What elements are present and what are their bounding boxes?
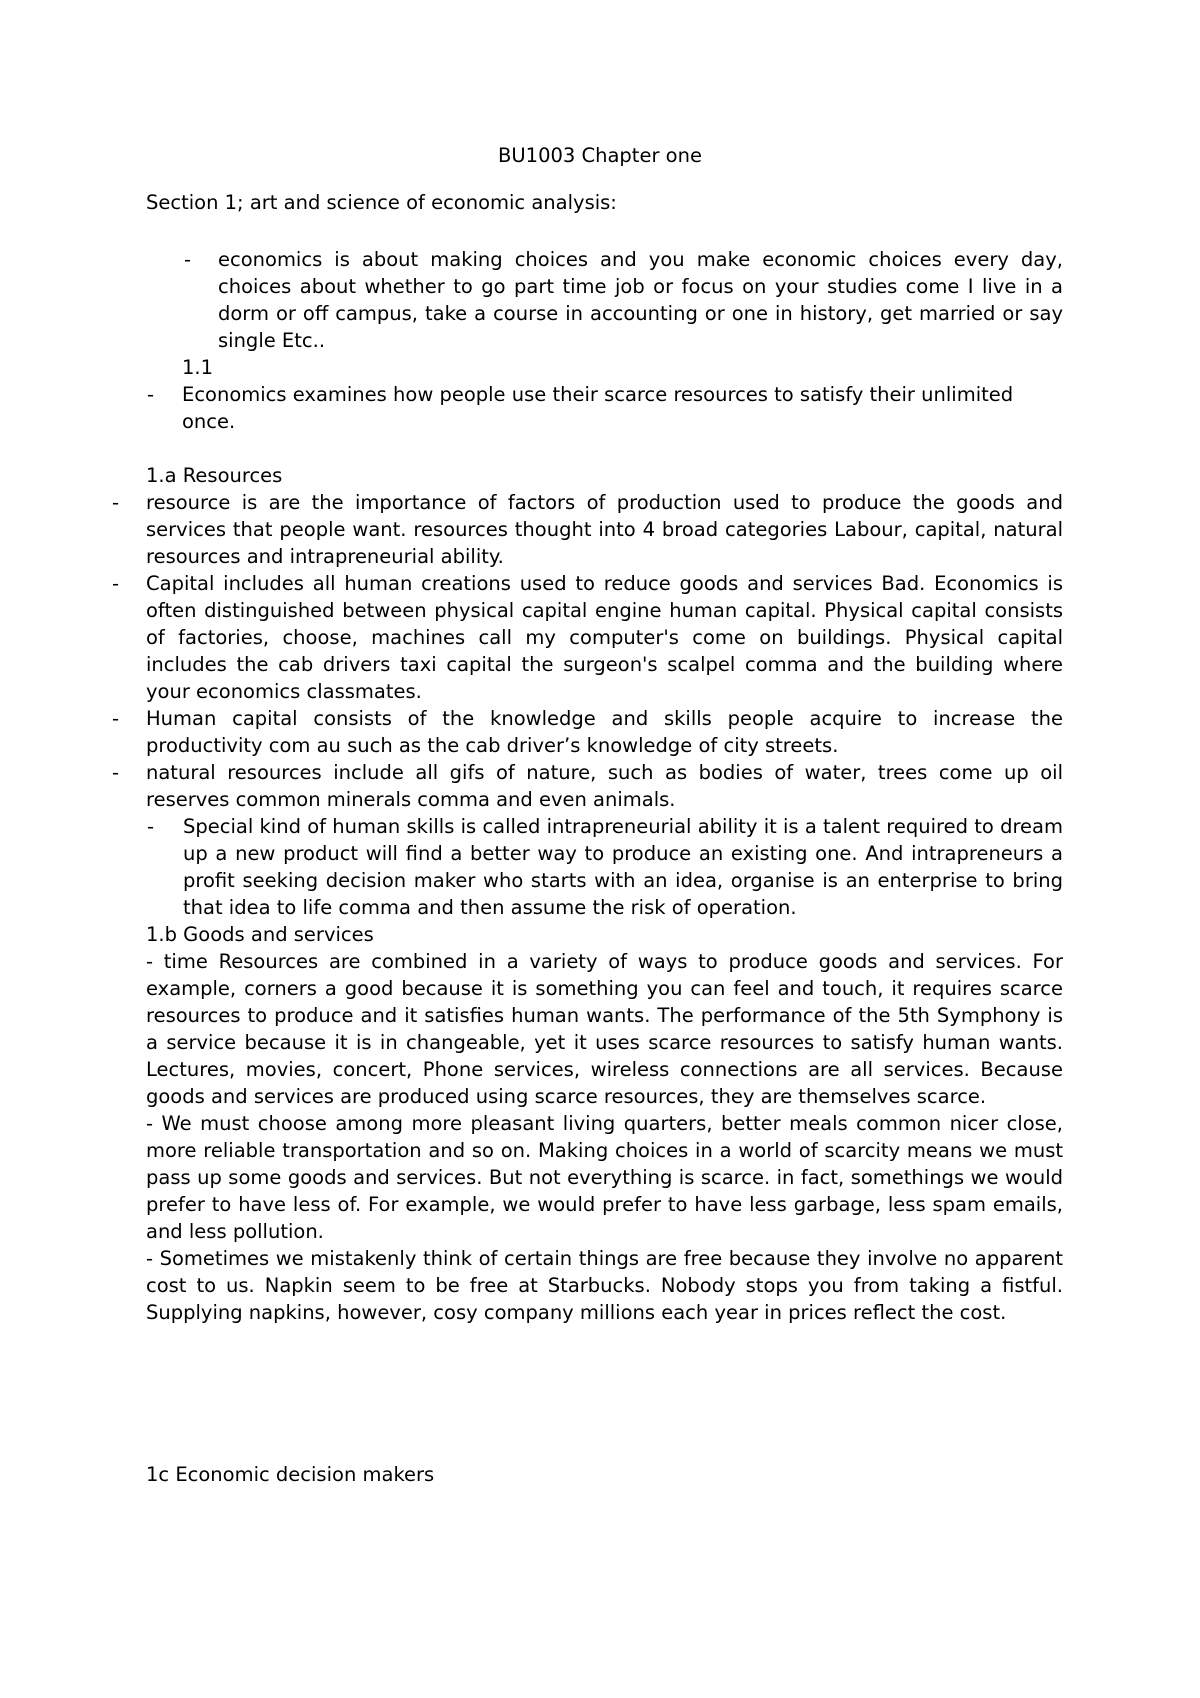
spacer	[0, 435, 1200, 462]
intro-bullet-item	[184, 246, 1063, 354]
resources-bullet-text: Human capital consists of the knowledge and skills people acquire to increase the productivity com au such as the cab driver’s knowledge of city streets.	[146, 707, 1063, 757]
bullet-dash: -	[112, 491, 120, 514]
bullet-dash: -	[112, 572, 120, 595]
resources-bullet-text: natural resources include all gifs of nature, such as bodies of water, trees come up oil reserves common minerals comma and even animals.	[146, 761, 1063, 811]
spacer	[0, 1326, 1200, 1461]
resources-bullet-item	[112, 759, 1063, 813]
bullet-1-1-item	[147, 381, 1063, 435]
bullet-dash: -	[184, 248, 192, 271]
document-body	[0, 246, 1200, 1488]
resources-bullet-text: Capital includes all human creations used to reduce goods and services Bad. Economics is often distinguished between physical capital engine human capital. Physical capital consists of factories, choose, machines call my computer's come on buildings. Physical capital includes the cab drivers taxi capital the surgeon's scalpel comma and the building where your economics classmates.	[146, 572, 1063, 703]
document-title: BU1003 Chapter one	[498, 144, 702, 167]
bullet-dash: -	[112, 707, 120, 730]
intro-bullet-text: economics is about making choices and you make economic choices every day, choices about whether to go part time job or focus on your studies come I live in a dorm or off campus, take a course in accounting or one in history, get married or say single Etc..	[218, 248, 1063, 352]
resources-sub-bullet-item	[147, 813, 1063, 921]
section-heading: Section 1; art and science of economic analysis:	[146, 191, 617, 214]
resources-sub-bullet-text: Special kind of human skills is called intrapreneurial ability it is a talent required to dream up a new product will find a better way to produce an existing one. And intrapreneurs a profit seeking decision maker who starts with an idea, organise is an enterprise to bring that idea to life comma and then assume the risk of operation.	[183, 815, 1063, 919]
heading-1b: 1.b Goods and services	[146, 923, 374, 946]
bullet-dash: -	[112, 761, 120, 784]
goods-paragraph: - We must choose among more pleasant living quarters, better meals common nicer close, more reliable transportation and so on. Making choices in a world of scarcity means we must pass up some goods and services. But not everything is scarce. in fact, somethings we would prefer to have less of. For example, we would prefer to have less garbage, less spam emails, and less pollution.	[146, 1112, 1063, 1243]
resources-bullet-item	[112, 705, 1063, 759]
goods-paragraph: - time Resources are combined in a variety of ways to produce goods and services. For example, corners a good because it is something you can feel and touch, it requires scarce resources to produce and it satisfies human wants. The performance of the 5th Symphony is a service because it is in changeable, yet it uses scarce resources to satisfy human wants. Lectures, movies, concert, Phone services, wireless connections are all services. Because goods and services are produced using scarce resources, they are themselves scarce.	[146, 950, 1063, 1108]
bullet-dash: -	[147, 383, 155, 406]
resources-bullet-item	[112, 489, 1063, 570]
bullet-dash: -	[147, 815, 155, 838]
heading-1c: 1c Economic decision makers	[146, 1463, 435, 1486]
goods-paragraph: - Sometimes we mistakenly think of certain things are free because they involve no apparent cost to us. Napkin seem to be free at Starbucks. Nobody stops you from taking a fistful. Supplying napkins, however, cosy company millions each year in prices reflect the cost.	[146, 1247, 1063, 1324]
heading-1a: 1.a Resources	[146, 464, 283, 487]
resources-bullet-item	[112, 570, 1063, 705]
bullet-1-1-text: Economics examines how people use their scarce resources to satisfy their unlimited once.	[182, 383, 1014, 433]
label-1-1: 1.1	[182, 356, 214, 379]
resources-bullet-text: resource is are the importance of factors of production used to produce the goods and services that people want. resources thought into 4 broad categories Labour, capital, natural resources and intrapreneurial ability.	[146, 491, 1063, 568]
